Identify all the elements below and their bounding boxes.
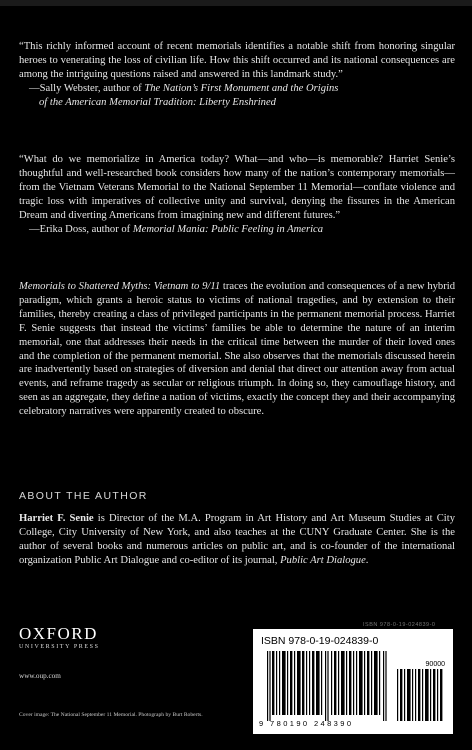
top-edge <box>0 0 472 6</box>
blurb-attribution <box>19 82 455 96</box>
blurb-attribution <box>19 223 455 237</box>
blurb-attribution-line2 <box>19 96 455 110</box>
attribution-text: —Erika Doss, author of <box>29 223 133 235</box>
journal-title: Public Art Dialogue <box>280 554 366 566</box>
book-title: Memorial Mania: Public Feeling in America <box>132 223 324 235</box>
logo-subtitle: UNIVERSITY PRESS <box>19 644 100 650</box>
description-title: Memorials to Shattered Myths: Vietnam to 9/11 <box>19 281 221 292</box>
barcode-icon <box>267 651 389 721</box>
author-bio: is Director of the M.A. Program in Art History and Art Museum Studies at City College, City University of New York, and also teaches at the CUNY Graduate Center. She is the author of several books and numerous articles on public art, and is co-founder of the international organization Public Art Dialogue and co-editor of its journal, <box>19 513 455 566</box>
blurb-erika-doss <box>19 153 455 236</box>
barcode-addon-icon <box>397 669 445 721</box>
book-title: The Nation’s First Monument and the Origins <box>144 82 339 94</box>
barcode-digits: 9 780190 248390 <box>259 719 354 728</box>
bio-end: . <box>365 554 369 566</box>
cover-credit: Cover image: The National September 11 Memorial. Photograph by Burt Roberts. <box>19 712 203 718</box>
book-description <box>19 280 455 419</box>
logo-wordmark: OXFORD <box>19 624 98 643</box>
barcode-panel <box>253 629 453 734</box>
attribution-text: —Sally Webster, author of <box>29 82 145 94</box>
author-name: Harriet F. Senie <box>19 513 94 524</box>
about-author-text <box>19 512 455 568</box>
price-code: 90000 <box>425 661 445 668</box>
isbn-faint: ISBN 978-0-19-024839-0 <box>363 622 436 628</box>
isbn-label: ISBN 978-0-19-024839-0 <box>261 635 379 647</box>
blurb-sally-webster <box>19 40 455 110</box>
description-body: traces the evolution and consequences of a new hybrid paradigm, which grants a heroic status to victims of national tragedies, and by extension to their families, thereby creating a class of privileged participants in the permanent memorial process. Harriet F. Senie suggests that instead the victims’ families be able to determine the nature of an interim memorial, one that addresses their needs in the critical time between the murder of their loved ones and the completion of the permanent memorial. She also observes that the memorials discussed herein are inadvertently based on strategies of diversion and denial that direct our attention away from actual events, and reframe tragedy as secular or religious triumph. In doing so, they camouflage history, and seen as an aggregate, they define a nation of victims, exactly the concept they and their accompanying celebratory narratives were apparently created to obscure. <box>19 281 455 418</box>
about-author-heading: ABOUT THE AUTHOR <box>19 490 148 502</box>
publisher-logo <box>19 625 100 650</box>
blurb-quote: “What do we memorialize in America today? What—and who—is memorable? Harriet Senie’s thoughtful and well-researched book considers how many of the nation’s contemporary memorials—from the Vietnam Veterans Memorial to the National September 11 Memorial—conflate violence and tragic loss with imperatives of collective unity and survival, denying the fissures in the American Dream and diverting Americans from imagining new and different futures.” <box>19 154 455 221</box>
book-title-cont: of the American Memorial Tradition: Liberty Enshrined <box>39 96 276 108</box>
blurb-quote: “This richly informed account of recent memorials identifies a notable shift from honoring singular heroes to venerating the loss of civilian life. How this shift occurred and its national consequences are among the intriguing questions raised and answered in this landmark study.” <box>19 41 455 80</box>
publisher-url: www.oup.com <box>19 672 61 680</box>
